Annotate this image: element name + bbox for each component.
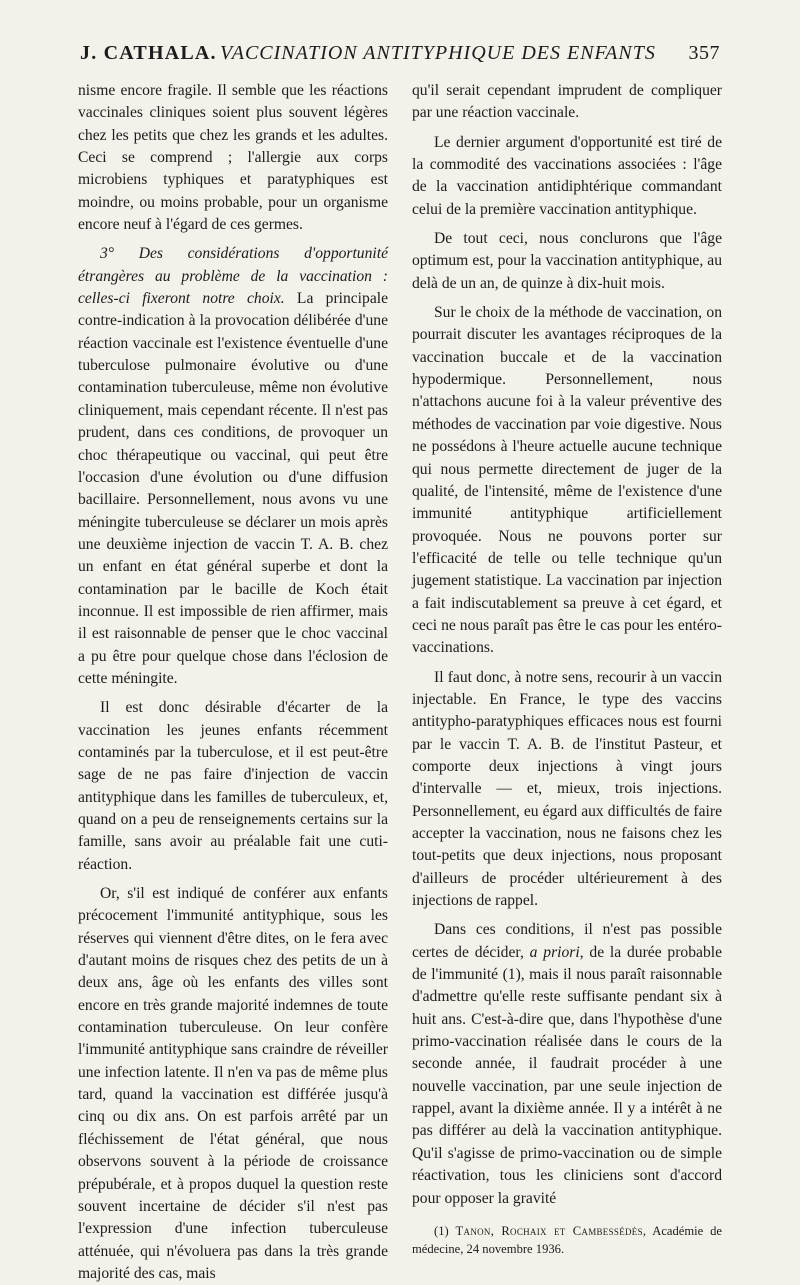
paragraph: Or, s'il est indiqué de conférer aux enfants précocement l'immunité antityphique, sous les réserves qui viennent d'être dites, on le fera avec d'autant moins de risques chez des petits de un à deux ans, âge où les enfants des villes sont encore en très grande majorité indemnes de toute contamination tuberculeuse. On leur confère l'immunité antityphique sans craindre de réveiller une infection latente. Il n'en va pas de même plus tard, quand la vaccination est différée jusqu'à cinq ou dix ans. On est parfois arrêté par un fléchissement de l'état général, que nous observons souvent à la période de croissance prépubérale, et à propos duquel la question reste souvent incertaine de décider s'il n'est pas l'expression d'une infection tuberculeuse atténuée, qui n'évoluera pas dans la très grande majorité des cas, mais xyxy=(78,885,388,1282)
footnote-text: , Académie de médecine, 24 novembre 1936. xyxy=(412,1223,722,1256)
paragraph xyxy=(78,243,388,690)
paragraph: Le dernier argument d'opportunité est tiré de la commodité des vaccinations associées : l'âge de la vaccination antidiphtérique commandant celui de la première vaccination antityphique. xyxy=(412,133,722,218)
footnote-number: (1) xyxy=(434,1223,456,1238)
section-lead: 3° Des considérations d'opportunité étrangères au problème de la vaccination : celles-ci fixeront notre choix. xyxy=(78,245,388,308)
italic-term: a priori xyxy=(529,943,580,961)
paragraph-body: La principale contre-indication à la provocation délibérée d'une réaction vaccinale est l'existence éventuelle d'une tuberculose pulmonaire évolutive ou d'une contamination tuberculeuse, même non évolutive cliniquement, mais cependant récente. Il n'est pas prudent, dans ces conditions, de provoquer un choc thérapeutique ou vaccinal, qui peut être l'occasion d'une évolution ou d'une diffusion bacillaire. Personnellement, nous avons vu une méningite tuberculeuse se déclarer un mois après une deuxième injection de vaccin T. A. B. chez un enfant en état général superbe et dont la contamination par le bacille de Koch était inconnue. Il est impossible de rien affirmer, mais il est raisonnable de penser que le choc vaccinal a pu être pour quelque chose dans l'éclosion de cette méningite. xyxy=(78,290,388,687)
footnote xyxy=(412,1222,722,1258)
left-column xyxy=(78,80,388,1285)
text-run: , de la durée probable de l'immunité (1), mais il nous paraît raisonnable d'admettre qu'elle reste suffisante pendant six à huit ans. C'est-à-dire que, dans l'hypothèse d'une primo-vaccination réalisée dans le cours de la seconde année, il faudrait procéder à une nouvelle vaccination, par une seule injection de rappel, avant la dixième année. Il y a intérêt à ne pas différer au delà la vaccination antityphique. Qu'il s'agisse de primo-vaccination ou de simple réactivation, tous les cliniciens sont d'accord pour opposer la gravité xyxy=(412,943,722,1207)
paragraph: nisme encore fragile. Il semble que les réactions vaccinales cliniques soient plus souvent légères chez les petits que chez les grands et les adultes. Ceci se comprend ; l'allergie aux corps microbiens typhiques et paratyphiques est moindre, ou moins probable, pour un organisme encore neuf à l'égard de ces germes. xyxy=(78,82,388,234)
paragraph: Il est donc désirable d'écarter de la vaccination les jeunes enfants récemment contaminés par la tuberculose, et il est peut-être sage de ne pas faire d'injection de vaccin antityphique dans les familles de tuberculeux, et, quand on a peu de renseignements certains sur la famille, sans avoir au préalable fait une cuti-réaction. xyxy=(78,699,388,873)
paragraph: qu'il serait cependant imprudent de compliquer par une réaction vaccinale. xyxy=(412,82,722,122)
header-title: VACCINATION ANTITYPHIQUE DES ENFANTS xyxy=(220,42,656,64)
paragraph: De tout ceci, nous conclurons que l'âge optimum est, pour la vaccination antityphique, au delà de un an, de quinze à dix-huit mois. xyxy=(412,230,722,292)
footnote-authors: Tanon, Rochaix et Cambessédès xyxy=(455,1223,643,1238)
paragraph: Sur le choix de la méthode de vaccination, on pourrait discuter les avantages réciproques de la vaccination buccale et de la vaccination hypodermique. Personnellement, nous n'attachons aucune foi à la valeur préventive des méthodes de vaccination par voie digestive. Nous ne possédons à l'heure actuelle aucune technique qui nous permette directement de juger de la qualité, de l'intensité, même de l'existence d'une immunité antityphique artificiellement provoquée. Nous ne pouvons porter sur l'efficacité de telle ou telle technique qu'un jugement statistique. La vaccination par injection a fait indiscutablement sa preuve à cet égard, et ceci ne nous paraît pas être le cas pour les entéro-vaccinations. xyxy=(412,304,722,657)
paragraph: Il faut donc, à notre sens, recourir à un vaccin injectable. En France, le type des vaccins antitypho-paratyphiques efficaces nous est fourni par le vaccin T. A. B. de l'institut Pasteur, et comporte deux injections à vingt jours d'intervalle — et, mieux, trois injections. Personnellement, eu égard aux difficultés de faire accepter la vaccination, nous ne faisons chez les tout-petits que deux injections, nous proposant d'ailleurs de procéder ultérieurement à des injections de rappel. xyxy=(412,668,722,910)
header-author: J. CATHALA. xyxy=(80,42,217,64)
paragraph xyxy=(412,919,722,1209)
running-header xyxy=(80,38,720,72)
text-run: Dans ces conditions, il n'est pas possible certes de décider, xyxy=(412,921,722,961)
page-number: 357 xyxy=(688,42,720,64)
right-column xyxy=(412,80,722,1258)
